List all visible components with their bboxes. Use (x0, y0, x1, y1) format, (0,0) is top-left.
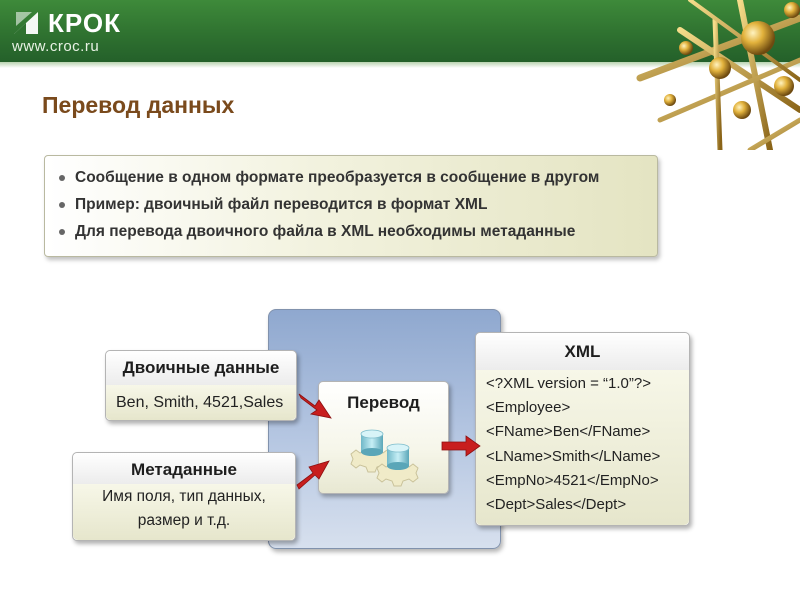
bullet-item (59, 164, 647, 191)
bullet-dot-icon (59, 175, 65, 181)
bullet-list (44, 155, 658, 257)
translate-card (318, 381, 449, 494)
logo-name: КРОК (48, 8, 121, 38)
bullet-text: Пример: двоичный файл переводится в формат XML (75, 195, 488, 213)
arrow-translate-to-xml-icon (440, 434, 482, 458)
gears-icon (341, 420, 431, 492)
xml-content (476, 370, 689, 525)
page-title: Перевод данных (42, 92, 235, 118)
metadata-line: размер и т.д. (137, 512, 231, 529)
xml-line: <Employee> (486, 399, 571, 417)
xml-line: <FName>Ben</FName> (486, 423, 651, 441)
metadata-card (72, 452, 296, 541)
binary-data-card (105, 350, 297, 421)
arrow-metadata-to-translate-icon (295, 455, 331, 491)
bullet-dot-icon (59, 229, 65, 235)
xml-line: <EmpNo>4521</EmpNo> (486, 471, 659, 489)
bullet-text: Для перевода двоичного файла в XML необходимы метаданные (75, 222, 576, 240)
metadata-title: Метаданные (73, 453, 295, 485)
xml-line: <LName>Smith</LName> (486, 447, 661, 465)
xml-line: <?XML version = “1.0”?> (486, 375, 651, 392)
bullet-item (59, 191, 647, 218)
xml-card (475, 332, 690, 526)
metadata-content (73, 484, 295, 540)
bullet-text: Сообщение в одном формате преобразуется в сообщение в другом (75, 168, 600, 186)
xml-line: <Dept>Sales</Dept> (486, 496, 627, 514)
metadata-line: Имя поля, тип данных, (102, 488, 266, 505)
logo-url: www.croc.ru (12, 38, 100, 55)
binary-data-content: Ben, Smith, 4521,Sales (106, 385, 296, 420)
xml-title: XML (476, 333, 689, 371)
bullet-item (59, 218, 647, 245)
croc-logo-icon (12, 10, 40, 36)
molecule-decoration-icon (620, 0, 800, 150)
arrow-binary-to-translate-icon (297, 388, 333, 424)
translate-title: Перевод (347, 393, 420, 412)
bullet-dot-icon (59, 202, 65, 208)
binary-data-title: Двоичные данные (106, 351, 296, 386)
